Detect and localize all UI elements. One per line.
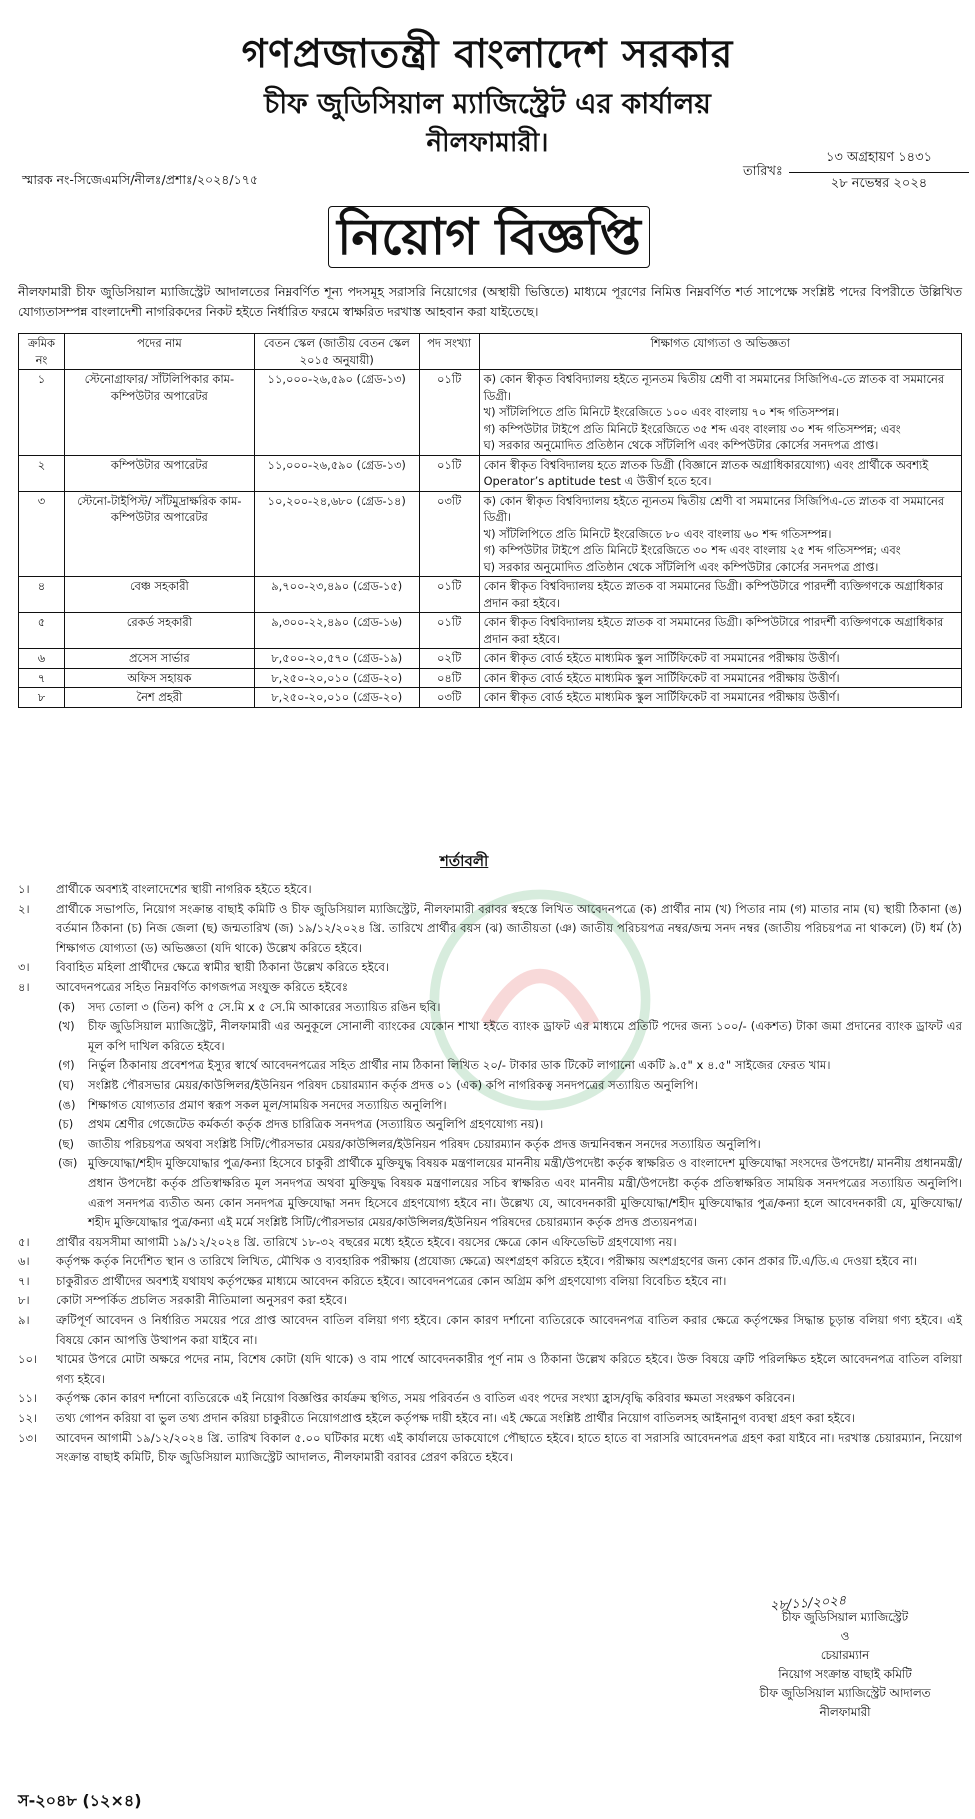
condition-number: ১। xyxy=(18,882,30,896)
qualification-line: গ) কম্পিউটার টাইপে প্রতি মিনিটে ইংরেজিতে ৩০ শব্দ এবং বাংলায় ২৫ শব্দ গতিসম্পন্ন; এবং xyxy=(483,543,901,557)
condition-number: ১০। xyxy=(18,1352,38,1367)
condition-number: ১৩। xyxy=(18,1430,38,1445)
handwritten-signature: ২৮/১১/২০২৪ xyxy=(769,1593,847,1614)
cell-serial: ৭ xyxy=(19,668,65,688)
qualification-line: খ) সাঁটলিপিতে প্রতি মিনিটে ইংরেজিতে ৮০ এবং বাংলায় ৬০ শব্দ গতিসম্পন্ন। xyxy=(483,526,832,541)
cell-serial: ৩ xyxy=(19,491,65,577)
condition-number: ৬। xyxy=(18,1254,30,1269)
subitem-label: (ঘ) xyxy=(58,1077,75,1092)
qualification-line: কোন স্বীকৃত বোর্ড হইতে মাধ্যমিক স্কুল সার্টিফিকেট বা সমমানের পরীক্ষায় উত্তীর্ণ। xyxy=(483,690,840,704)
header-qualification: শিক্ষাগত যোগ্যতা ও অভিজ্ঞতা xyxy=(479,334,961,370)
intro-paragraph: নীলফামারী চীফ জুডিসিয়াল ম্যাজিস্ট্রেট আদালতের নিম্নবর্ণিত শূন্য পদসমূহ সরাসরি নিয়োগের (অস্থায়ী ভিত্তিতে) মাধ্যমে পূরণের নিমিত্ত নিম্নবর্ণিত শর্ত সাপেক্ষে সংশ্লিষ্ট পদের বিপরীতে উল্লিখিত যোগ্যতাসম্পন্ন বাংলাদেশী নাগরিকদের নিকট হইতে নির্ধারিত ফরমে স্বাক্ষরিত দরখাস্ত আহবান করা যাইতেছে। xyxy=(18,285,962,319)
table-row xyxy=(19,491,962,577)
condition-subitem xyxy=(18,998,962,1018)
condition-number: ৭। xyxy=(18,1273,30,1288)
cell-qualification xyxy=(479,668,961,688)
cell-scale: ১০,২০০-২৪,৬৮০ (গ্রেড-১৪) xyxy=(254,491,419,577)
condition-text: চাকুরীরত প্রার্থীদের অবশ্যই যথাযথ কর্তৃপক্ষের মাধ্যমে আবেদন করিতে হইবে। আবেদনপত্রের কোন অগ্রিম কপি গ্রহণযোগ্য বলিয়া বিবেচিত হইবে না। xyxy=(56,1273,727,1288)
signature-line: চেয়ারম্যান xyxy=(820,1648,870,1662)
table-row xyxy=(19,649,962,669)
cell-count: ০৩টি xyxy=(419,688,479,708)
condition-item xyxy=(18,978,962,998)
cell-count: ০১টি xyxy=(419,577,479,613)
cell-post: স্টেনোগ্রাফার/ সাঁটলিপিকার কাম-কম্পিউটার অপারেটর xyxy=(64,370,254,456)
header-district: নীলফামারী। xyxy=(426,128,549,158)
cell-serial: ৬ xyxy=(19,649,65,669)
cell-scale: ৮,৫০০-২০,৫৭০ (গ্রেড-১৯) xyxy=(254,649,419,669)
qualification-line: ক) কোন স্বীকৃত বিশ্ববিদ্যালয় হইতে ন্যূনতম দ্বিতীয় শ্রেণী বা সমমানের সিজিপিএ-তে স্নাতক বা সমমানের ডিগ্রী। xyxy=(483,372,945,403)
signature-line: নিয়োগ সংক্রান্ত বাছাই কমিটি xyxy=(778,1667,912,1681)
header-count: পদ সংখ্যা xyxy=(419,334,479,370)
date-english: ২৮ নভেম্বর ২০২৪ xyxy=(830,176,928,191)
subitem-text: প্রথম শ্রেণীর গেজেটেড কর্মকর্তা কর্তৃক প্রদত্ত চারিত্রিক সনদপত্র (সত্যায়িত অনুলিপি গ্রহণযোগ্য নয়)। xyxy=(88,1117,544,1132)
condition-text: কর্তৃপক্ষ কর্তৃক নির্দেশিত স্থান ও তারিখে লিখিত, মৌখিক ও ব্যবহারিক পরীক্ষায় (প্রযোজ্য ক্ষেত্রে) অংশগ্রহণ করিতে হইবে। পরীক্ষায় অংশগ্রহণের জন্য কোন প্রকার টি.এ/ডি.এ দেওয়া হইবে না। xyxy=(56,1254,918,1269)
qualification-line: গ) কম্পিউটার টাইপে প্রতি মিনিটে ইংরেজিতে ৩৫ শব্দ এবং বাংলায় ৩০ শব্দ গতিসম্পন্ন; এবং xyxy=(483,421,901,436)
subitem-label: (ঙ) xyxy=(58,1097,76,1112)
subitem-label: (খ) xyxy=(58,1019,75,1034)
qualification-line: কোন স্বীকৃত বোর্ড হইতে মাধ্যমিক স্কুল সার্টিফিকেট বা সমমানের পরীক্ষায় উত্তীর্ণ। xyxy=(483,651,840,665)
subitem-text: জাতীয় পরিচয়পত্র অথবা সংশ্লিষ্ট সিটি/পৌরসভার মেয়র/কাউন্সিলর/ইউনিয়ন পরিষদ চেয়ারম্যান কর্তৃক প্রদত্ত জন্মনিবন্ধন সনদের সত্যায়িত অনুলিপি। xyxy=(88,1136,761,1151)
cell-post: স্টেনো-টাইপিস্ট/ সাঁটমুদ্রাক্ষরিক কাম-কম্পিউটার অপারেটর xyxy=(64,491,254,577)
condition-text: কর্তৃপক্ষ কোন কারণ দর্শানো ব্যতিরেকে এই নিয়োগ বিজ্ঞপ্তির কার্যক্রম স্থগিত, সময় পরিবর্তন ও বাতিল এবং পদের সংখ্যা হ্রাস/বৃদ্ধি করিবার ক্ষমতা সংরক্ষণ করিবেন। xyxy=(56,1391,795,1406)
cell-post: কম্পিউটার অপারেটর xyxy=(64,455,254,491)
cell-qualification xyxy=(479,613,961,649)
cell-count: ০৩টি xyxy=(419,491,479,577)
qualification-line: ঘ) সরকার অনুমোদিত প্রতিষ্ঠান থেকে সাঁটলিপি এবং কম্পিউটার কোর্সের সনদপত্র প্রাপ্ত। xyxy=(483,438,879,452)
condition-item xyxy=(18,1429,962,1468)
condition-text: কোটা সম্পর্কিত প্রচলিত সরকারী নীতিমালা অনুসরণ করা হইবে। xyxy=(56,1293,347,1308)
conditions-list xyxy=(18,880,962,1468)
cell-qualification xyxy=(479,577,961,613)
condition-subitem xyxy=(18,1154,962,1232)
condition-number: ১১। xyxy=(18,1391,38,1406)
condition-number: ৪। xyxy=(18,979,30,994)
cell-serial: ২ xyxy=(19,455,65,491)
cell-count: ০৪টি xyxy=(419,668,479,688)
subitem-label: (গ) xyxy=(58,1058,75,1073)
subitem-text: মুক্তিযোদ্ধা/শহীদ মুক্তিযোদ্ধার পুত্র/কন্যা হিসেবে চাকুরী প্রার্থীকে মুক্তিযুদ্ধ বিষয়ক মন্ত্রণালয়ের মাননীয় মন্ত্রী/উপদেষ্টা কর্তৃক স্বাক্ষরিত ও বাংলাদেশ মুক্তিযোদ্ধা সংসদের উপদেষ্টা/ মাননীয় প্রধানমন্ত্রী/প্রধান উপদেষ্টা কর্তৃক প্রতিস্বাক্ষরিত মূল সনদপত্র অথবা মুক্তিযুদ্ধ বিষয়ক মন্ত্রণালয়ের সচিব স্বাক্ষরিত এবং মাননীয় মন্ত্রী/উপদেষ্টা কর্তৃক প্রতিস্বাক্ষরিত সাময়িক সনদপত্রের সত্যায়িত অনুলিপি। এরূপ সনদপত্র ব্যতীত অন্য কোন সনদপত্র মুক্তিযোদ্ধা সনদ হিসেবে গ্রহণযোগ্য হইবে না। উল্লেখ্য যে, আবেদনকারী মুক্তিযোদ্ধা/শহীদ মুক্তিযোদ্ধার পুত্র/কন্যা হলে আবেদনকারী যে, মুক্তিযোদ্ধা/শহীদ মুক্তিযোদ্ধার পুত্র/কন্যা এই মর্মে সংশ্লিষ্ট সিটি/পৌরসভার মেয়র/কাউন্সিলর/ইউনিয়ন পরিষদের চেয়ারম্যান কর্তৃক প্রদত্ত প্রত্যয়নপত্র। xyxy=(88,1156,962,1230)
condition-item xyxy=(18,1291,962,1311)
memo-number: স্মারক নং-সিজেএমসি/নীলঃ/প্রশাঃ/২০২৪/১৭৫ xyxy=(22,172,258,187)
table-row xyxy=(19,613,962,649)
subitem-text: শিক্ষাগত যোগ্যতার প্রমাণ স্বরূপ সকল মূল/সাময়িক সনদের সত্যায়িত অনুলিপি। xyxy=(88,1097,447,1112)
condition-item xyxy=(18,958,962,978)
print-code: স-২০৪৮ (১২×৪) xyxy=(18,1791,142,1810)
qualification-line: ক) কোন স্বীকৃত বিশ্ববিদ্যালয় হইতে ন্যূনতম দ্বিতীয় শ্রেণী বা সমমানের সিজিপিএ-তে স্নাতক বা সমমানের ডিগ্রী। xyxy=(483,493,945,524)
qualification-line: কোন স্বীকৃত বোর্ড হইতে মাধ্যমিক স্কুল সার্টিফিকেট বা সমমানের পরীক্ষায় উত্তীর্ণ। xyxy=(483,670,840,685)
condition-text: প্রার্থীর বয়সসীমা আগামী ১৯/১২/২০২৪ খ্রি. তারিখে ১৮-৩২ বছরের মধ্যে হইতে হইবে। বয়সের ক্ষেত্রে কোন এফিডেভিট গ্রহণযোগ্য নয়। xyxy=(56,1234,677,1249)
qualification-line: কোন স্বীকৃত বিশ্ববিদ্যালয় হইতে স্নাতক বা সমমানের ডিগ্রী। কম্পিউটারে পারদর্শী ব্যক্তিগণকে অগ্রাধিকার প্রদান করা হইবে। xyxy=(483,615,944,646)
condition-item xyxy=(18,1272,962,1292)
qualification-line: কোন স্বীকৃত বিশ্ববিদ্যালয় হতে স্নাতক ডিগ্রী (বিজ্ঞানে স্নাতক অগ্রাধিকারযোগ্য) এবং প্রার্থীকে অবশ্যই Operator’s aptitude test এ উত্তীর্ণ হতে হবে। xyxy=(483,457,929,488)
header-office: চীফ জুডিসিয়াল ম্যাজিস্ট্রেট এর কার্যালয় xyxy=(264,87,711,120)
signature-line: নীলফামারী xyxy=(819,1705,871,1719)
notice-title: নিয়োগ বিজ্ঞপ্তি xyxy=(328,206,650,268)
condition-text: প্রার্থীকে সভাপতি, নিয়োগ সংক্রান্ত বাছাই কমিটি ও চীফ জুডিসিয়াল ম্যাজিস্ট্রেট, নীলফামারী বরাবর স্বহস্তে লিখিত আবেদনপত্রে (ক) প্রার্থীর নাম (খ) পিতার নাম (গ) মাতার নাম (ঘ) স্থায়ী ঠিকানা (ঙ) বর্তমান ঠিকানা (চ) নিজ জেলা (ছ) জন্মতারিখ (জ) ১৯/১২/২০২৪ খ্রি. তারিখে প্রার্থীর বয়স (ঝ) জাতীয়তা (ঞ) জাতীয় পরিচয়পত্র নম্বর/জন্ম সনদ নম্বর (জাতীয় পরিচয়পত্র না থাকলে) (ট) ধর্ম (ঠ) শিক্ষাগত যোগ্যতা (ড) অভিজ্ঞতা (যদি থাকে) উল্লেখ করিতে হইবে। xyxy=(56,901,962,955)
condition-number: ৫। xyxy=(18,1234,30,1249)
qualification-line: ঘ) সরকার অনুমোদিত প্রতিষ্ঠান থেকে সাঁটলিপি এবং কম্পিউটার কোর্সের সনদপত্র প্রাপ্ত। xyxy=(483,559,879,574)
cell-post: অফিস সহায়ক xyxy=(64,668,254,688)
header-scale: বেতন স্কেল (জাতীয় বেতন স্কেল ২০১৫ অনুযায়ী) xyxy=(254,334,419,370)
condition-text: তথ্য গোপন করিয়া বা ভুল তথ্য প্রদান করিয়া চাকুরীতে নিয়োগপ্রাপ্ত হইলে কর্তৃপক্ষ দায়ী হইবে না। এই ক্ষেত্রে সংশ্লিষ্ট প্রার্থীর নিয়োগ বাতিলসহ আইনানুগ ব্যবস্থা গ্রহণ করা হইবে। xyxy=(56,1411,856,1426)
condition-subitem xyxy=(18,1017,962,1056)
cell-serial: ৫ xyxy=(19,613,65,649)
conditions-title: শর্তাবলী xyxy=(440,852,489,870)
qualification-line: খ) সাঁটলিপিতে প্রতি মিনিটে ইংরেজিতে ১০০ এবং বাংলায় ৭০ শব্দ গতিসম্পন্ন। xyxy=(483,405,839,419)
table-row xyxy=(19,668,962,688)
condition-number: ৯। xyxy=(18,1313,30,1328)
cell-qualification xyxy=(479,649,961,669)
cell-serial: ৮ xyxy=(19,688,65,708)
cell-scale: ১১,০০০-২৬,৫৯০ (গ্রেড-১৩) xyxy=(254,455,419,491)
cell-qualification xyxy=(479,455,961,491)
condition-subitem xyxy=(18,1135,962,1155)
header-government: গণপ্রজাতন্ত্রী বাংলাদেশ সরকার xyxy=(241,32,734,77)
condition-text: আবেদন আগামী ১৯/১২/২০২৪ খ্রি. তারিখ বিকাল ৫.০০ ঘটিকার মধ্যে এই কার্যালয়ে ডাকযোগে পৌছাতে হইবে। হাতে হাতে বা সরাসরি আবেদনপত্র গ্রহণ করা যাইবে না। দরখাস্ত চেয়ারম্যান, নিয়োগ সংক্রান্ত বাছাই কমিটি, চীফ জুডিসিয়াল ম্যাজিস্ট্রেট আদালত, নীলফামারী বরাবর প্রেরণ করিতে হইবে। xyxy=(56,1430,962,1465)
subitem-label: (চ) xyxy=(58,1117,74,1132)
cell-scale: ৯,৩০০-২২,৪৯০ (গ্রেড-১৬) xyxy=(254,613,419,649)
cell-serial: ৪ xyxy=(19,577,65,613)
condition-item xyxy=(18,1233,962,1253)
qualification-line: কোন স্বীকৃত বিশ্ববিদ্যালয় হইতে স্নাতক বা সমমানের ডিগ্রী। কম্পিউটারে পারদর্শী ব্যক্তিগণকে অগ্রাধিকার প্রদান করা হইবে। xyxy=(483,579,944,610)
signature-block xyxy=(720,1608,970,1722)
cell-scale: ৮,২৫০-২০,০১০ (গ্রেড-২০) xyxy=(254,688,419,708)
condition-text: আবেদনপত্রের সহিত নিম্নবর্ণিত কাগজপত্র সংযুক্ত করিতে হইবেঃ xyxy=(56,979,349,994)
table-row xyxy=(19,577,962,613)
condition-item xyxy=(18,880,962,900)
subitem-label: (ছ) xyxy=(58,1136,75,1151)
condition-text: বিবাহিত মহিলা প্রার্থীদের ক্ষেত্রে স্বামীর স্থায়ী ঠিকানা উল্লেখ করিতে হইবে। xyxy=(56,960,390,975)
condition-subitem xyxy=(18,1056,962,1076)
condition-item xyxy=(18,1350,962,1389)
cell-serial: ১ xyxy=(19,370,65,456)
table-header-row xyxy=(19,334,962,370)
cell-scale: ৯,৭০০-২৩,৪৯০ (গ্রেড-১৫) xyxy=(254,577,419,613)
condition-number: ১২। xyxy=(18,1411,38,1426)
cell-qualification xyxy=(479,491,961,577)
cell-post: বেঞ্চ সহকারী xyxy=(64,577,254,613)
condition-text: প্রার্থীকে অবশ্যই বাংলাদেশের স্থায়ী নাগরিক হইতে হইবে। xyxy=(56,882,312,896)
date-label: তারিখঃ xyxy=(743,164,783,179)
cell-count: ০১টি xyxy=(419,370,479,456)
subitem-text: সংশ্লিষ্ট পৌরসভার মেয়র/কাউন্সিলর/ইউনিয়ন পরিষদ চেয়ারম্যান কর্তৃক প্রদত্ত ০১ (এক) কপি নাগরিকত্ব সনদপত্রের সত্যায়িত অনুলিপি। xyxy=(88,1077,699,1092)
cell-post: প্রসেস সার্ভার xyxy=(64,649,254,669)
condition-text: ত্রুটিপূর্ণ আবেদন ও নির্ধারিত সময়ের পরে প্রাপ্ত আবেদন বাতিল বলিয়া গণ্য হইবে। কোন কারণ দর্শানো ব্যতিরেকে আবেদনপত্র বাতিল করার ক্ষেত্রে কর্তৃপক্ষের সিদ্ধান্ত চূড়ান্ত বলিয়া গণ্য হইবে। এই বিষয়ে কোন আপত্তি উত্থাপন করা যাইবে না। xyxy=(56,1313,962,1347)
date-bangla: ১৩ অগ্রহায়ণ ১৪৩১ xyxy=(789,148,969,173)
cell-scale: ১১,০০০-২৬,৫৯০ (গ্রেড-১৩) xyxy=(254,370,419,456)
cell-qualification xyxy=(479,688,961,708)
posts-table xyxy=(18,333,962,708)
condition-number: ২। xyxy=(18,901,30,916)
cell-qualification xyxy=(479,370,961,456)
cell-post: নৈশ প্রহরী xyxy=(64,688,254,708)
signature-line: ও xyxy=(840,1629,850,1643)
cell-count: ০১টি xyxy=(419,613,479,649)
condition-item xyxy=(18,1252,962,1272)
table-row xyxy=(19,370,962,456)
header-serial: ক্রমিক নং xyxy=(19,334,65,370)
table-row xyxy=(19,455,962,491)
cell-count: ০২টি xyxy=(419,649,479,669)
condition-subitem xyxy=(18,1115,962,1135)
subitem-label: (জ) xyxy=(58,1156,78,1171)
condition-item xyxy=(18,1311,962,1350)
condition-text: খামের উপরে মোটা অক্ষরে পদের নাম, বিশেষ কোটা (যদি থাকে) ও বাম পার্শ্বে আবেদনকারীর পূর্ণ নাম ও ঠিকানা উল্লেখ করিতে হইবে। উক্ত বিষয়ে ত্রুটি পরিলক্ষিত হইলে আবেদনপত্র বাতিল বলিয়া গণ্য হইবে। xyxy=(56,1352,962,1386)
subitem-text: চীফ জুডিসিয়াল ম্যাজিস্ট্রেট, নীলফামারী এর অনুকূলে সোনালী ব্যাংকের যেকোন শাখা হইতে ব্যাংক ড্রাফট এর মাধ্যমে প্রতিটি পদের জন্য ১০০/- (একশত) টাকা জমা প্রদানের ব্যাংক ড্রাফট এর মূল কপি দাখিল করিতে হইবে। xyxy=(88,1019,962,1053)
signature-line: চীফ জুডিসিয়াল ম্যাজিস্ট্রেট আদালত xyxy=(759,1686,931,1700)
condition-subitem xyxy=(18,1076,962,1096)
table-row xyxy=(19,688,962,708)
subitem-text: সদ্য তোলা ৩ (তিন) কপি ৫ সে.মি x ৫ সে.মি আকারের সত্যায়িত রঙিন ছবি। xyxy=(88,999,441,1014)
subitem-text: নির্ভুল ঠিকানায় প্রবেশপত্র ইস্যুর স্বার্থে আবেদনপত্রের সহিত প্রার্থীর নাম ঠিকানা লিখিত ২০/- টাকার ডাক টিকেট লাগানো একটি ৯.৫" x ৪.৫" সাইজের ফেরত খাম। xyxy=(88,1058,831,1073)
condition-subitem xyxy=(18,1096,962,1116)
condition-item xyxy=(18,1389,962,1409)
subitem-label: (ক) xyxy=(58,999,76,1014)
condition-number: ৩। xyxy=(18,960,30,975)
cell-scale: ৮,২৫০-২০,০১০ (গ্রেড-২০) xyxy=(254,668,419,688)
condition-item xyxy=(18,1409,962,1429)
cell-count: ০১টি xyxy=(419,455,479,491)
cell-post: রেকর্ড সহকারী xyxy=(64,613,254,649)
header-post: পদের নাম xyxy=(64,334,254,370)
signature-line: চীফ জুডিসিয়াল ম্যাজিস্ট্রেট xyxy=(781,1610,909,1624)
condition-item xyxy=(18,900,962,959)
condition-number: ৮। xyxy=(18,1293,30,1308)
